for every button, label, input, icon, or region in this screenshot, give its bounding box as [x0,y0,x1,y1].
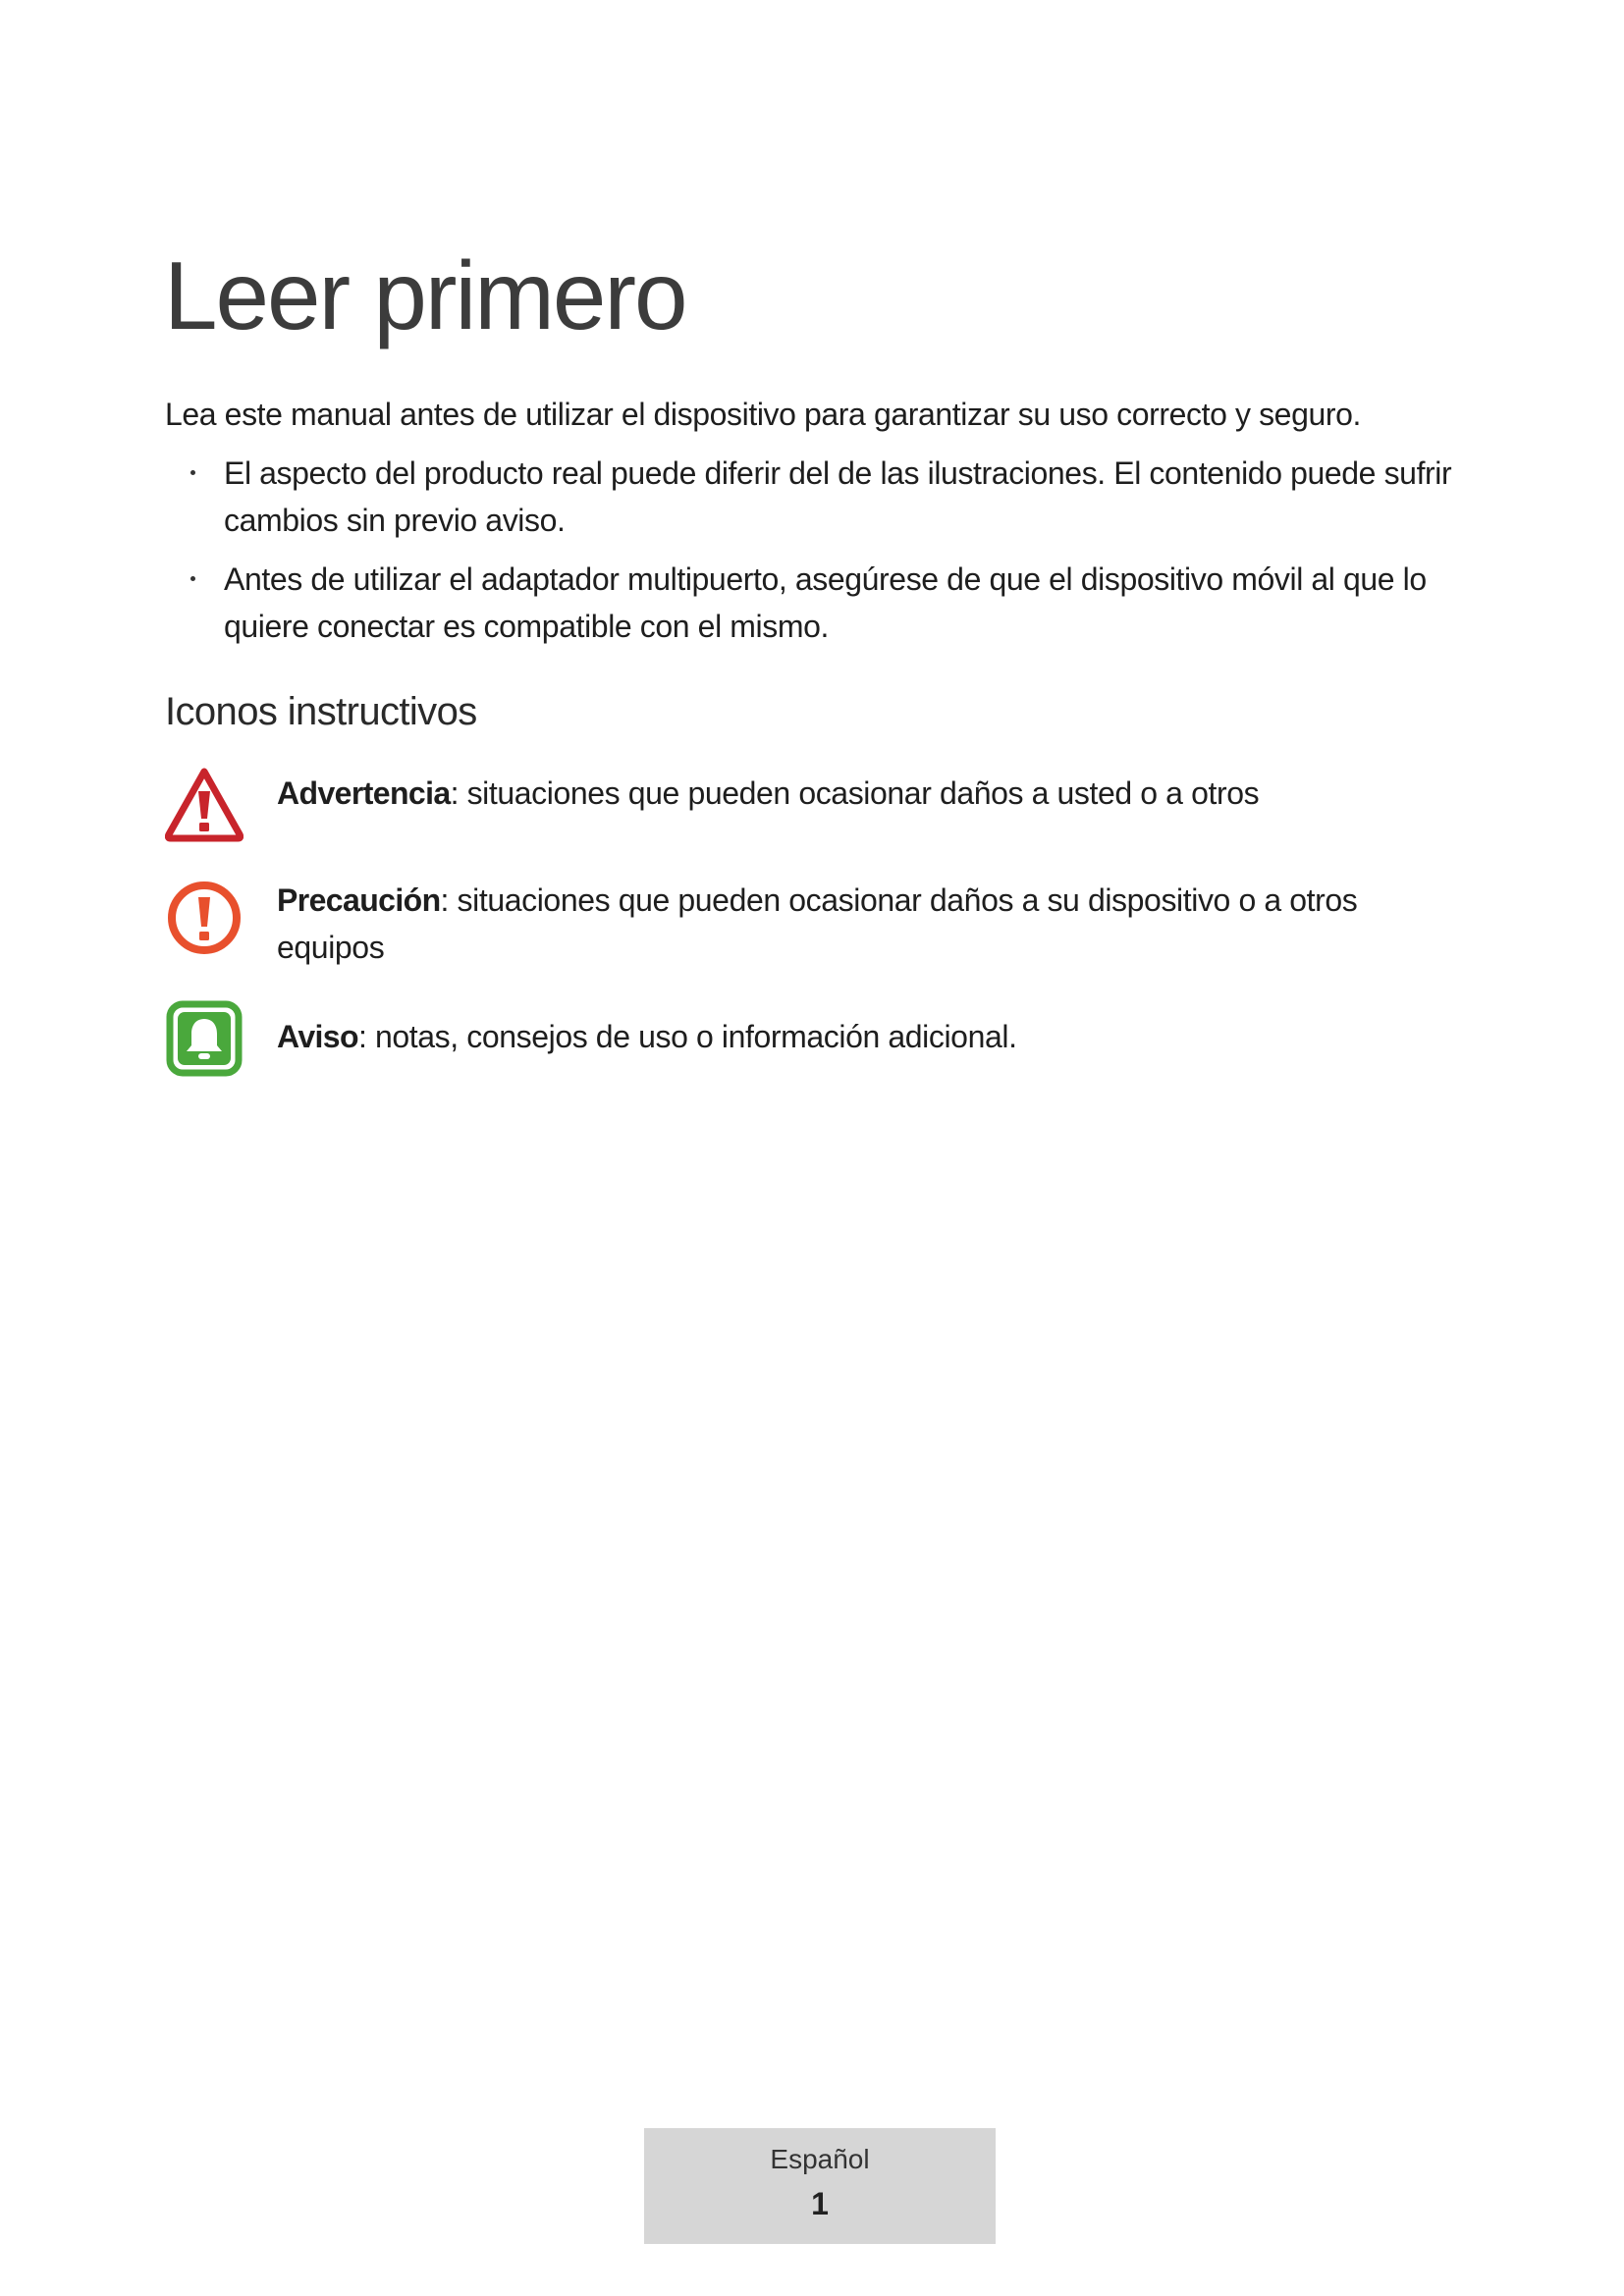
list-item [165,556,1490,650]
footer-language: Español [770,2144,870,2174]
caution-term: Precaución [277,882,441,918]
notice-description [277,1013,1455,1060]
bullet-list [165,450,1490,662]
warning-triangle-icon [165,766,244,844]
intro-text: Lea este manual antes de utilizar el dispositivo para garantizar su uso correcto y seguro. [165,397,1362,432]
section-heading: Iconos instructivos [165,690,477,733]
bullet-dot [190,576,195,581]
notice-bell-icon [165,999,244,1078]
page-footer [644,2128,996,2244]
notice-term: Aviso [277,1019,358,1054]
bullet-dot [190,470,195,475]
page-title: Leer primero [164,241,686,349]
caution-description [277,877,1455,971]
warning-term: Advertencia [277,775,451,811]
page-number: 1 [811,2186,829,2221]
warning-description [277,770,1455,817]
notice-text: : notas, consejos de uso o información adicional. [357,1019,1017,1054]
list-item [165,450,1490,544]
caution-circle-icon [165,879,244,957]
warning-text: : situaciones que pueden ocasionar daños a usted o a otros [450,775,1260,811]
bullet-text: El aspecto del producto real puede diferir del de las ilustraciones. El contenido puede sufrir cambios sin previo aviso. [224,455,1452,538]
bullet-text: Antes de utilizar el adaptador multipuerto, asegúrese de que el dispositivo móvil al que lo quiere conectar es compatible con el mismo. [224,561,1427,644]
caution-text: : situaciones que pueden ocasionar daños a su dispositivo o a otros equipos [277,882,1358,965]
